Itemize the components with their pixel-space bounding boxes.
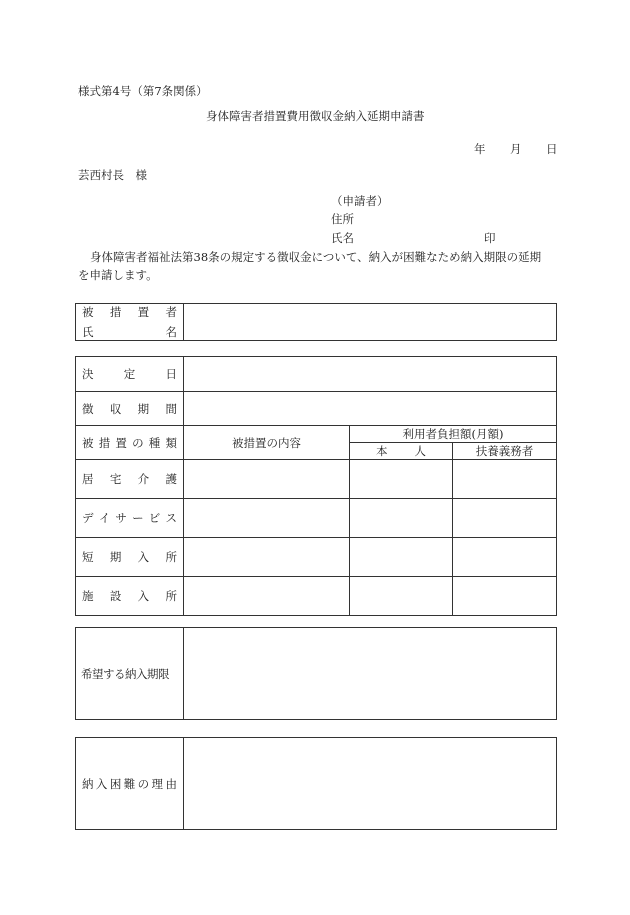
label-char: 施 bbox=[82, 589, 94, 603]
home-care-support-field[interactable] bbox=[453, 460, 557, 499]
short-stay-content-field[interactable] bbox=[184, 538, 350, 577]
measure-table bbox=[75, 356, 557, 616]
label-char: デ bbox=[82, 511, 94, 525]
form-number: 様式第4号（第7条関係） bbox=[78, 84, 208, 98]
label-char: 理 bbox=[151, 776, 164, 791]
row-label-facility-admission bbox=[76, 577, 184, 616]
label-char: の bbox=[132, 435, 144, 450]
self-header bbox=[350, 443, 453, 460]
document-title: 身体障害者措置費用徴収金納入延期申請書 bbox=[206, 109, 425, 123]
label-char: 所 bbox=[165, 589, 177, 603]
label-char: 置 bbox=[115, 435, 127, 450]
decision-date-label bbox=[76, 357, 184, 392]
reason-table bbox=[75, 737, 557, 830]
label-char: 者 bbox=[165, 305, 177, 319]
row-label-day-service bbox=[76, 499, 184, 538]
label-char: 困 bbox=[109, 776, 122, 791]
label-char: 入 bbox=[137, 550, 150, 564]
collection-period-label bbox=[76, 392, 184, 426]
label-char: 介 bbox=[137, 472, 150, 486]
beneficiary-table bbox=[75, 303, 557, 341]
label-char: 定 bbox=[123, 367, 136, 381]
seal-mark: 印 bbox=[484, 231, 496, 245]
label-char: ビ bbox=[148, 511, 161, 525]
label-char: 本 bbox=[376, 444, 388, 458]
label-char: 入 bbox=[137, 589, 150, 603]
desired-deadline-table bbox=[75, 627, 557, 720]
row-label-home-care bbox=[76, 460, 184, 499]
reason-label bbox=[76, 738, 184, 830]
label-char: ス bbox=[165, 511, 177, 525]
date-year-label: 年 bbox=[474, 142, 486, 156]
date-month-label: 月 bbox=[510, 142, 522, 156]
label-char: 納 bbox=[82, 776, 94, 791]
measure-content-header: 被措置の内容 bbox=[184, 426, 350, 460]
row-label-short-stay bbox=[76, 538, 184, 577]
label-char: 種 bbox=[148, 435, 161, 450]
label-char: イ bbox=[98, 511, 111, 525]
short-stay-self-field[interactable] bbox=[350, 538, 453, 577]
applicant-heading: （申請者） bbox=[331, 194, 389, 208]
day-service-support-field[interactable] bbox=[453, 499, 557, 538]
label-char: 人 bbox=[414, 444, 426, 458]
applicant-name-label: 氏名 bbox=[331, 231, 354, 245]
collection-period-field[interactable] bbox=[184, 392, 557, 426]
label-char: 期 bbox=[137, 401, 150, 416]
label-char: 居 bbox=[82, 472, 94, 486]
label-char: 被 bbox=[82, 435, 94, 450]
label-char: 収 bbox=[109, 401, 122, 416]
beneficiary-name-field[interactable] bbox=[184, 304, 557, 341]
label-char: 短 bbox=[82, 550, 94, 564]
label-char: 宅 bbox=[109, 472, 122, 486]
label-char: 類 bbox=[165, 435, 177, 450]
desired-deadline-label: 希望する納入期限 bbox=[76, 628, 184, 720]
facility-admission-content-field[interactable] bbox=[184, 577, 350, 616]
short-stay-support-field[interactable] bbox=[453, 538, 557, 577]
label-char: 措 bbox=[98, 435, 111, 450]
label-char: 期 bbox=[109, 550, 122, 564]
facility-admission-support-field[interactable] bbox=[453, 577, 557, 616]
label-char: 被 bbox=[82, 305, 94, 319]
support-obligor-header: 扶養義務者 bbox=[453, 443, 557, 460]
measure-kind-header bbox=[76, 426, 184, 460]
label-char: 措 bbox=[109, 305, 122, 319]
label-char: 置 bbox=[137, 305, 150, 319]
facility-admission-self-field[interactable] bbox=[350, 577, 453, 616]
beneficiary-name-label bbox=[76, 304, 184, 341]
day-service-content-field[interactable] bbox=[184, 499, 350, 538]
day-service-self-field[interactable] bbox=[350, 499, 453, 538]
addressee: 芸西村長 様 bbox=[78, 168, 147, 182]
label-char: 決 bbox=[82, 367, 94, 381]
user-burden-header: 利用者負担額(月額) bbox=[350, 426, 557, 443]
label-char: 護 bbox=[165, 472, 177, 486]
label-char: 氏 bbox=[82, 325, 94, 339]
label-char: ー bbox=[132, 511, 144, 525]
desired-deadline-field[interactable] bbox=[184, 628, 557, 720]
label-char: 徴 bbox=[82, 401, 94, 416]
label-char: サ bbox=[115, 511, 127, 525]
label-char: 設 bbox=[109, 589, 122, 603]
label-char: 名 bbox=[165, 325, 177, 339]
label-char: 所 bbox=[165, 550, 177, 564]
reason-field[interactable] bbox=[184, 738, 557, 830]
home-care-content-field[interactable] bbox=[184, 460, 350, 499]
date-day-label: 日 bbox=[546, 142, 558, 156]
label-char: の bbox=[137, 776, 150, 791]
label-char: 日 bbox=[165, 367, 177, 381]
request-text-line2: を申請します。 bbox=[78, 268, 158, 282]
label-char: 間 bbox=[165, 401, 177, 416]
applicant-address-label: 住所 bbox=[331, 212, 354, 226]
decision-date-field[interactable] bbox=[184, 357, 557, 392]
request-text-line1: 身体障害者福祉法第38条の規定する徴収金について、納入が困難なため納入期限の延期 bbox=[90, 250, 542, 264]
home-care-self-field[interactable] bbox=[350, 460, 453, 499]
label-char: 難 bbox=[123, 776, 136, 791]
label-char: 由 bbox=[165, 776, 177, 791]
label-char: 入 bbox=[95, 776, 108, 791]
